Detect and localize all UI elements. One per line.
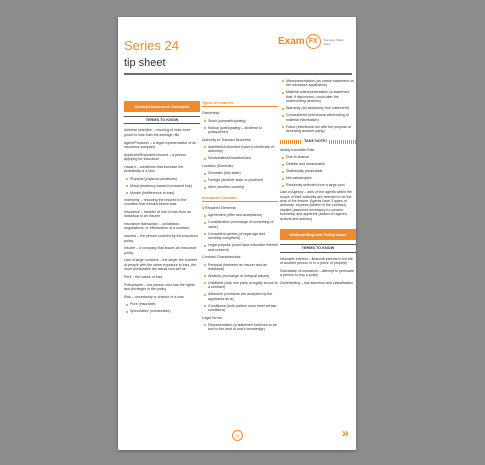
column-1	[124, 79, 200, 316]
authority-item: Nonadmitted/Unauthorized	[202, 156, 278, 160]
take-note-banner	[280, 139, 356, 143]
column-3	[280, 79, 356, 288]
element-item: Consideration (exchange of something of value)	[202, 220, 278, 229]
term-item: Insurable interest – financial interest in the life of another person or in a piece of property	[280, 256, 353, 265]
term-item: Insurance – transfer of risk of loss from an individual to an insurer	[124, 209, 192, 219]
insurance-contract-heading: Insurance Contract	[202, 196, 278, 202]
hazard-type: Moral (tendency toward increased risk)	[124, 184, 200, 188]
logo-exam-text: Exam	[278, 36, 305, 47]
ownership-item: Stock (nonparticipating)	[202, 119, 278, 123]
authority-item: Admitted/Authorized (have a certificate of authority)	[202, 145, 278, 154]
tip-sheet-page	[118, 17, 356, 450]
header-divider	[124, 73, 352, 75]
insurable-risk-item: Due to chance	[280, 155, 356, 159]
element-item: Agreement (offer and acceptance)	[202, 213, 278, 217]
insurable-risk-item: Randomly selected from a large pool	[280, 183, 356, 187]
characteristic-item: Conditional (both parties must meet certain conditions)	[202, 304, 278, 313]
required-elements-label: 4 Required Elements:	[202, 206, 237, 211]
term-item: Hazard – conditions that increase the probability of a loss	[124, 164, 184, 174]
page-subtitle: tip sheet	[124, 57, 166, 69]
page-number: 01	[232, 430, 243, 441]
term-item: Insurance transaction – solicitation, negotiations, or effectuation of a contract	[124, 222, 189, 231]
location-item: Domestic (this state)	[202, 171, 278, 175]
insurable-risk-item: Definite and measurable	[280, 162, 356, 166]
section-general-insurance-concepts: General Insurance Concepts	[124, 101, 200, 112]
characteristic-item: Unilateral (only one party is legally bound to a contract)	[202, 281, 278, 290]
location-item: Alien (another country)	[202, 185, 278, 189]
contract-characteristics-label: Contract Characteristics:	[202, 255, 242, 260]
risk-type: Speculative (uninsurable)	[124, 309, 200, 313]
legal-term-item: Warranty (an absolutely true statement)	[280, 106, 356, 110]
terms-to-know-heading: TERMS TO KNOW	[124, 116, 200, 124]
term-item: Policyowner – the person who has the rights and privileges in the policy	[124, 282, 195, 292]
legal-term-item: Concealment (intentional withholding of material information)	[280, 113, 356, 122]
legal-term-item: Representation (a statement believed to be true to the best of one's knowledge)	[202, 323, 278, 332]
legal-term-item: Fraud (intentional act with the purpose of deceiving another party)	[280, 125, 356, 134]
next-page-chevron-icon[interactable]: »	[342, 426, 346, 440]
legal-terms-label: Legal Terms:	[202, 315, 223, 320]
characteristic-item: Adhesion (contracts are accepted by the applicants as is)	[202, 292, 278, 301]
take-note-label: TAKE NOTE!	[304, 139, 327, 144]
term-item: Insurer – a company that issues an insurance policy	[124, 246, 197, 255]
take-note-stripes	[329, 140, 356, 144]
examfx-logo	[278, 34, 350, 49]
column-2	[202, 79, 278, 334]
term-item: Law of large numbers – the larger the number of people with the same exposure to loss, the more predictable the actual loss will be	[124, 258, 197, 272]
term-item: Risk – uncertainty or chance of a loss	[124, 294, 184, 299]
hazard-type: Morale (indifference to loss)	[124, 191, 200, 195]
section-underwriting-policy-issue: Underwriting and Policy Issue	[280, 229, 356, 240]
element-item: Legal purpose (must have insurable interest and consent)	[202, 243, 278, 252]
characteristic-item: Personal (between an insurer and an individual)	[202, 263, 278, 272]
types-of-insurers-heading: Types of Insurers	[202, 101, 278, 107]
insurable-risk-item: Statistically predictable	[280, 169, 356, 173]
page-title: Series 24	[124, 38, 179, 53]
authority-label: Authority to Transact Business:	[202, 137, 252, 142]
ownership-item: Mutual (participating – dividend to policyowner)	[202, 126, 278, 135]
logo-tagline: Success Starts Here	[323, 37, 344, 46]
characteristic-item: Aleatory (exchange of unequal values)	[202, 274, 278, 278]
term-item: Underwriting – risk selection and classification	[280, 280, 354, 285]
element-item: Competent parties (of legal age and mentally competent)	[202, 232, 278, 241]
take-note-stripes	[280, 140, 302, 144]
insurable-risk-item: Not catastrophic	[280, 176, 356, 180]
hazard-type: Physical (physical conditions)	[124, 177, 200, 181]
term-item: Applicant/Proposed Insured – a person applying for insurance	[124, 152, 187, 162]
terms-to-know-heading: TERMS TO KNOW	[280, 244, 356, 252]
ideally-insurable-label: Ideally Insurable Risk:	[280, 147, 316, 152]
term-item: Peril – the cause of loss	[124, 274, 163, 279]
ownership-label: Ownership:	[202, 111, 221, 116]
term-item: Adverse selection – insuring of risks more prone to loss than the average risk	[124, 128, 191, 137]
term-item: Agent/Producer – a legal representative of an insurance company	[124, 140, 197, 149]
law-of-agency: Law of Agency – acts of the agents within the scope of their authority are deemed to be the acts of the insurer. Agents have 3 types of authority: express (written in the contract), implied (assumed necessary to conduct business) and apparent (based on agent's actions and actions)	[280, 190, 352, 221]
term-item: Insured – the person covered by the insurance policy	[124, 234, 199, 243]
logo-fx-circle: FX	[306, 34, 321, 49]
legal-term-item: Misrepresentation (an untrue statement on the insurance application)	[280, 79, 356, 88]
legal-term-item: Material misrepresentation (a statement that, if discovered, could alter the underwriting decision)	[280, 90, 356, 103]
term-item: Indemnity – restoring the insured to the condition that existed before loss	[124, 197, 187, 207]
location-label: Location (Domicile):	[202, 163, 234, 168]
risk-type: Pure (insurable)	[124, 302, 200, 306]
term-item: Solicitation of insurance – attempt to persuade a person to buy a policy	[280, 268, 354, 278]
location-item: Foreign (another state or province)	[202, 178, 278, 182]
